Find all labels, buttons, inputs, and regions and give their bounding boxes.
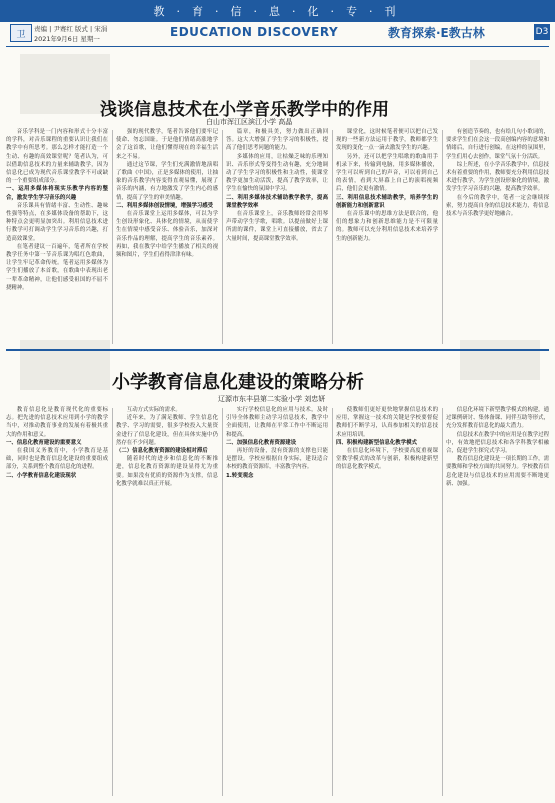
article2-column-5 <box>446 406 549 798</box>
subheading: 二、小学教育信息化建设现状 <box>6 472 77 479</box>
watermark <box>470 60 540 110</box>
article1-title: 浅谈信息技术在小学音乐教学中的作用 <box>100 100 389 120</box>
subheading: （二）信息化教育资源的建设相对滞后 <box>116 448 208 455</box>
article1-author: 白山市浑江区滨江小学 高晶 <box>206 118 293 126</box>
subheading: 三、利用信息技术辅助教学，培养学生的创新能力和创新意识 <box>336 194 438 209</box>
paragraph: 在音乐课中的思维方法是联合的，他们的想象力和创新思维能力是不可限量的。教师可以充分利用信息技术来培养学生的创新能力。 <box>336 211 438 242</box>
paragraph: 多媒体的应用，让枯燥乏味的乐理知识、音乐形式等变得生动有趣，充分地调动了学生学习的积极性和主动性，使课堂教学更加生动活泼，提高了教学效率，让学生在愉快的氛围中学习。 <box>226 153 328 193</box>
paragraph: 综上所述，在小学音乐教学中，信息技术有着重要的作用，教师要充分利用信息技术进行教学，为学生创设形象化的情境，激发学生学习音乐的兴趣，提高教学效率。 <box>446 161 549 193</box>
article-separator <box>6 349 549 351</box>
column-divider <box>442 408 443 796</box>
paragraph: 随着时代的进步和信息化的不断推进，信息化教育资源的建设显得尤为重要。如果没有优质的资源作为支撑，信息化教学就难以真正开展。 <box>116 456 218 487</box>
article2-column-1 <box>6 406 108 798</box>
paragraph: 在信息化环境下，学校要高度重视课堂教学模式的改革与创新，积极构建新型的信息化教学模式。 <box>336 448 438 471</box>
band-char: 专 <box>346 5 363 18</box>
paragraph: 通过这节课，学生们充满激情地演唱了歌曲《中国》，正是多媒体的使用，让抽象的音乐教学内容变得直观易懂，展现了音乐的内涵，有力地激发了学生内心的感情，提高了学生的审美情趣。 <box>116 161 218 201</box>
paragraph: 信息化环境下新型教学模式的构建，通过课例研讨、集体备课、同伴互助等形式，充分发挥教育信息化的最大潜力。 <box>446 407 549 430</box>
article2-author: 辽源市东丰县第二实验小学 刘忠妍 <box>218 395 326 403</box>
column-divider <box>442 130 443 344</box>
watermark <box>20 54 110 114</box>
subheading: 1.转变观念 <box>226 472 254 479</box>
paragraph: 在今后的教学中，笔者一定会继续探索，努力提高自身的信息技术能力，将信息技术与音乐教学更好地融合。 <box>446 194 549 218</box>
paragraph: 在笔者建议一百遍年，笔者所在学校教学任务中第一节音乐课为唱红色歌曲，让学生牢记革命传统。笔者运用多媒体为学生们播放了本首歌，在歌曲中表现出老一辈革命精神，让他们感受祖国的不屈不挠精神。 <box>6 243 108 291</box>
paragraph: 音乐学科是一门内容和形式十分丰富的学科，对音乐课程的重要认识让我们在教学中有所思考。那么怎样才能打造一个生动、有趣的高效课堂呢？笔者认为，可以借助信息技术的力量来辅助教学，因为信息化已成为现代音乐课堂教学不可或缺的一个重要组成部分。 <box>6 129 108 185</box>
masthead-band: 教 · 育 · 信 · 息 · 化 · 专 · 刊 <box>0 0 555 22</box>
paragraph: 使教师们更好更快地掌握信息技术的应用，掌握这一技术的关键是学校要督促教师们不断学习，认真参加相关的信息技术应用培训。 <box>336 407 438 438</box>
paragraph: 有创造节奏的，也有给几句小歌词的，要求学生们在会这一段高创编内容的意境和情绪后，自行进行创编，在这样的氛围里，学生们用心去创作，课堂气氛十分活跃。 <box>446 129 549 160</box>
column-divider <box>112 408 113 796</box>
subheading: 一、信息化教育建设的重要意义 <box>6 439 82 446</box>
page-number: D3 <box>534 24 550 40</box>
paragraph: 另外，还可以把学生唱歌的歌曲用手机录下来，传输到电脑，用多媒体播放，学生可以听到自己的声音，可以看到自己的表情，看到大屏幕上自己的演唱视频后，他们会更有激情。 <box>336 153 438 193</box>
article1-column-3 <box>226 128 328 346</box>
article2-title: 小学教育信息化建设的策略分析 <box>112 372 364 393</box>
subheading: 二、加强信息化教育资源建设 <box>226 439 297 446</box>
date-line: 2021年9月6日 星期一 <box>34 35 100 43</box>
subheading: 一、运用多媒体将现实乐教学内容的整合，激发学生学习音乐的兴趣 <box>6 186 108 201</box>
article1-column-1 <box>6 128 108 346</box>
subheading: 二、利用多媒体技术辅助教学教学，提高课堂教学效率 <box>226 194 328 209</box>
band-char: 信 <box>230 5 248 18</box>
paragraph: 教育信息化建设是一项长期的工作，需要教师和学校方面的共同努力。学校教育信息化建设与信息技术的应用需要不断地更新、加强。 <box>446 456 549 487</box>
paragraph: 音乐课具有情绪丰富、生动性、趣味性强等特点，在多媒体设备的帮助下，这种特点会更明显加突出。利用信息技术进行教学可打调动学生学习音乐的兴趣，打造高效课堂。 <box>6 202 108 242</box>
paragraph: 信息技术在教学中的应用是在教学过程中，有效地把信息技术和各学科教学相融合，促进学生探究式学习。 <box>446 431 549 455</box>
masthead <box>0 0 555 48</box>
editor-line: 责编 | 尹赛红 版式 | 宋涓 <box>34 25 108 33</box>
paragraph: 在音乐课堂上，音乐教师经常会用琴声带动学生学歌，唱歌。以提前做好上课所需的课件，课堂上可直接播放，省去了大量时间，提高课堂教学效率。 <box>226 211 328 242</box>
paragraph: 在我国义务教育中，小学教育是基础，同时也是教育信息化建设的重要组成部分，关系到整个教育信息化的进程。 <box>6 448 108 471</box>
paragraph: 再好的设备，没有资源的支撑也只能是摆设。学校应根据自身实际，建设适合本校的教育资源库，丰富教学内容。 <box>226 448 328 471</box>
subheading: 四、积极构建新型信息化教学模式 <box>336 439 417 446</box>
paragraph: 课堂化，这时候笔者便可以把自己发现的一些新方法运用于教学，教师都学生发现的变化一点一滴去激发学生的兴趣。 <box>336 129 438 152</box>
paragraph: 强的现代教学，笔者告诉他们要牢记使命、勿忘国耻。于是他们情绪高涨地学会了这首歌，让他们懂得现在的幸福生活来之不易。 <box>116 129 218 160</box>
section-title: 教育探索·E教古林 <box>388 26 485 40</box>
paragraph: 篇章，和极具美，努力做出正确回答。这大大增强了学生学习的积极性，提高了他们思考问题的能力。 <box>226 129 328 152</box>
paragraph: 在音乐课堂上运用多媒体，可以为学生创设形象化、具体化的情境，从而使学生在情境中感受音乐、体验音乐，加深对音乐作品的理解，提高学生的音乐素养。再如，我在教学中给学生播放了相关的视频和图片，学生们看得津津有味。 <box>116 211 218 259</box>
column-divider <box>332 130 333 344</box>
paragraph: 近年来，为了满足教师、学生信息化教学、学习的需要，很多学校投入大量资金进行了信息化建设，但在具体实施中仍然存在不少问题。 <box>116 415 218 446</box>
watermark <box>20 340 110 390</box>
column-divider <box>222 130 223 344</box>
article1-column-2 <box>116 128 218 346</box>
article2-column-4 <box>336 406 438 798</box>
column-divider <box>222 408 223 796</box>
column-divider <box>112 130 113 344</box>
column-divider <box>332 408 333 796</box>
article1-column-5 <box>446 128 549 346</box>
band-char: 刊 <box>384 5 402 18</box>
band-char: 化 <box>307 5 325 18</box>
article2-column-2 <box>116 406 218 798</box>
newspaper-logo-icon: 卫 <box>10 24 32 42</box>
subheading: 二、利用多媒体创设情境，增强学习感受 <box>116 202 214 209</box>
watermark <box>460 340 540 380</box>
band-char: 息 <box>269 5 286 18</box>
masthead-rule <box>6 46 549 47</box>
article2-column-3 <box>226 406 328 798</box>
paragraph: 实行学校信息化的应用与技术，及时引导全体教师主动学习信息技术，教学中全面使用，让教师在平常工作中不断运用和提高。 <box>226 407 328 438</box>
english-title: EDUCATION DISCOVERY <box>170 25 339 39</box>
article1-column-4 <box>336 128 438 346</box>
band-char: 育 <box>192 5 209 18</box>
paragraph: 教育信息化是教育现代化的重要标志。把先进的信息技术应用到小学的教学当中，对推动教育事业的发展有着极其重大的作用和意义。 <box>6 407 108 438</box>
band-char: 教 <box>153 5 171 18</box>
paragraph: 互动方式实际的需求。 <box>126 407 181 413</box>
